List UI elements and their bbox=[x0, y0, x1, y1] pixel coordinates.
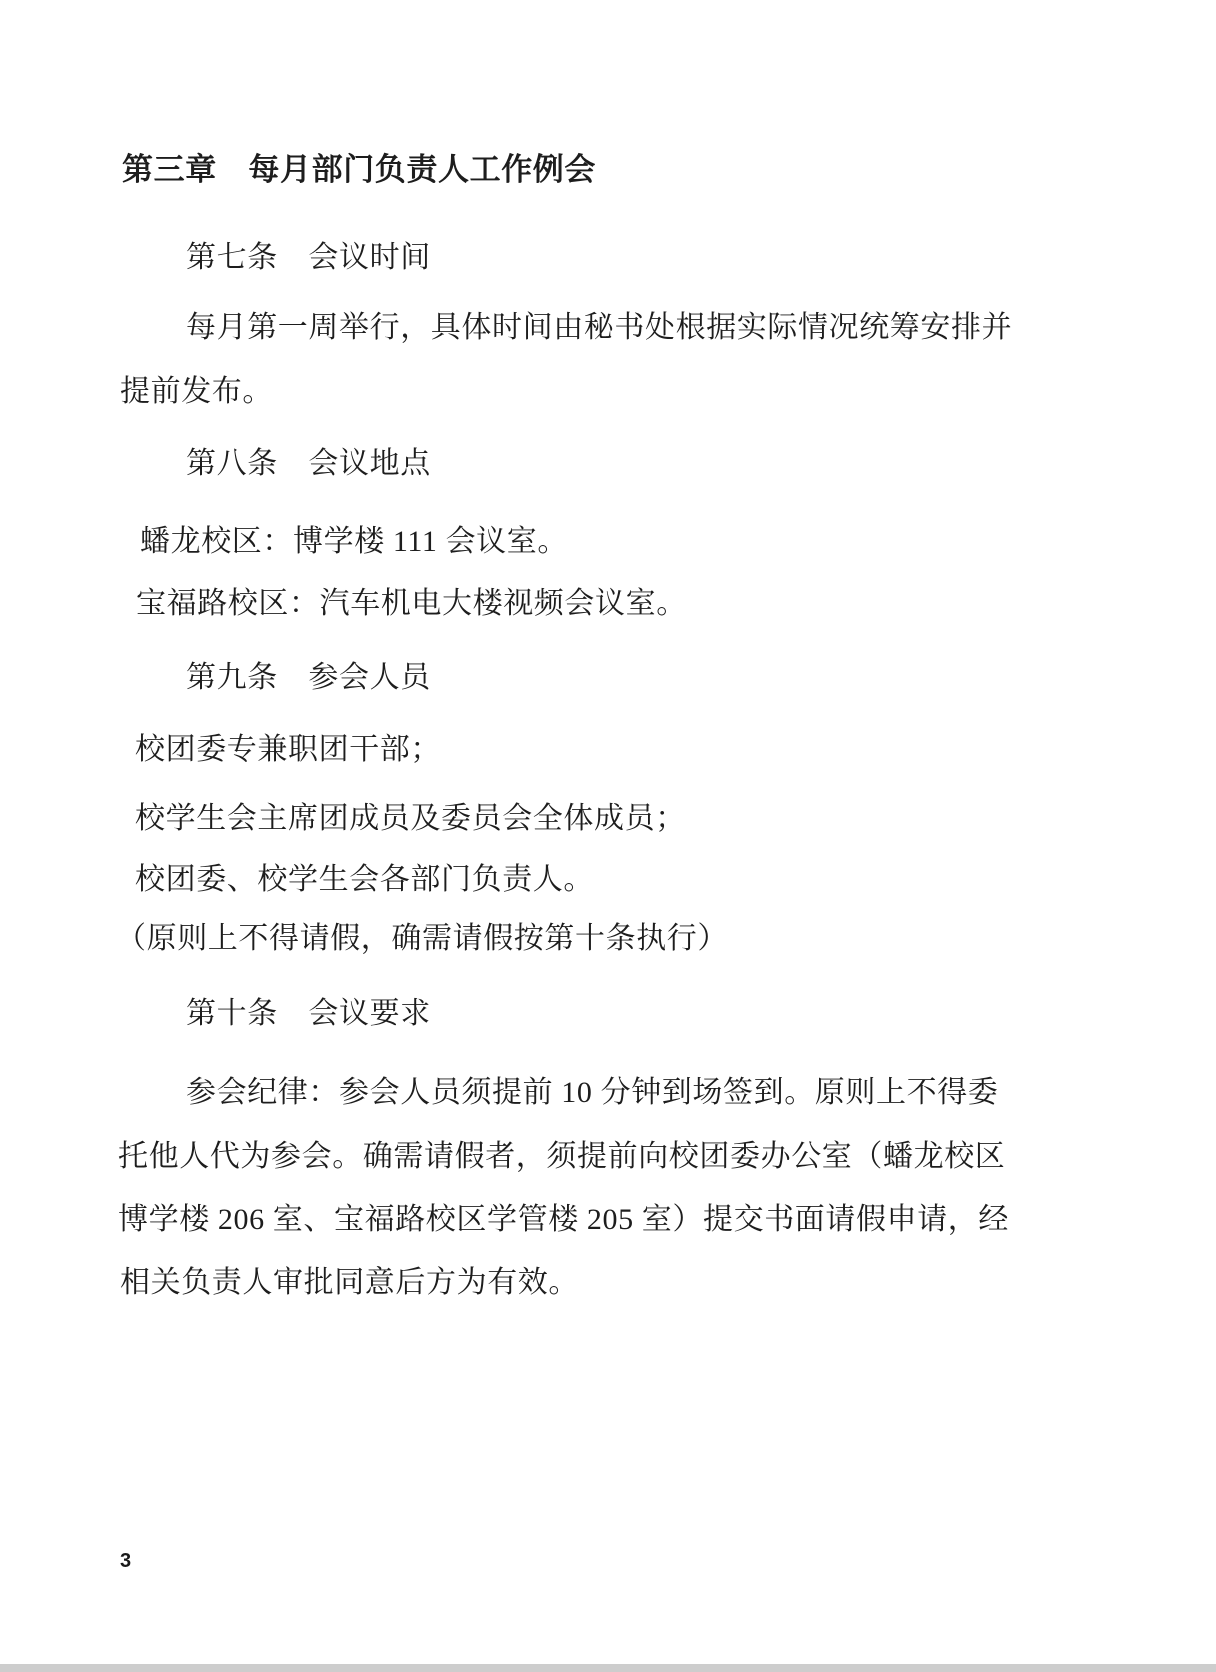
article-7-body-line-1: 每月第一周举行，具体时间由秘书处根据实际情况统筹安排并 bbox=[186, 311, 1013, 344]
article-10-heading: 第十条 会议要求 bbox=[186, 997, 431, 1030]
article-10-body-line-1: 参会纪律：参会人员须提前 10 分钟到场签到。原则上不得委 bbox=[186, 1076, 999, 1109]
chapter-heading: 第三章 每月部门负责人工作例会 bbox=[122, 152, 596, 187]
article-9-attendee-3: 校团委、校学生会各部门负责人。 bbox=[135, 863, 594, 896]
article-8-location-1: 蟠龙校区：博学楼 111 会议室。 bbox=[140, 525, 568, 558]
scan-edge-strip bbox=[0, 1664, 1216, 1672]
article-8-location-2: 宝福路校区：汽车机电大楼视频会议室。 bbox=[136, 587, 687, 620]
page-number: 3 bbox=[120, 1550, 132, 1572]
article-10-body-line-2: 托他人代为参会。确需请假者，须提前向校团委办公室（蟠龙校区 bbox=[118, 1140, 1006, 1173]
article-9-heading: 第九条 参会人员 bbox=[186, 661, 431, 694]
article-9-note: （原则上不得请假，确需请假按第十条执行） bbox=[116, 922, 728, 955]
article-10-body-line-3: 博学楼 206 室、宝福路校区学管楼 205 室）提交书面请假申请，经 bbox=[118, 1203, 1009, 1236]
article-9-attendee-1: 校团委专兼职团干部； bbox=[135, 733, 441, 766]
article-8-heading: 第八条 会议地点 bbox=[186, 447, 431, 480]
article-7-body-line-2: 提前发布。 bbox=[120, 375, 273, 408]
article-10-body-line-4: 相关负责人审批同意后方为有效。 bbox=[120, 1266, 579, 1299]
article-9-attendee-2: 校学生会主席团成员及委员会全体成员； bbox=[135, 802, 686, 835]
article-7-heading: 第七条 会议时间 bbox=[186, 241, 431, 274]
